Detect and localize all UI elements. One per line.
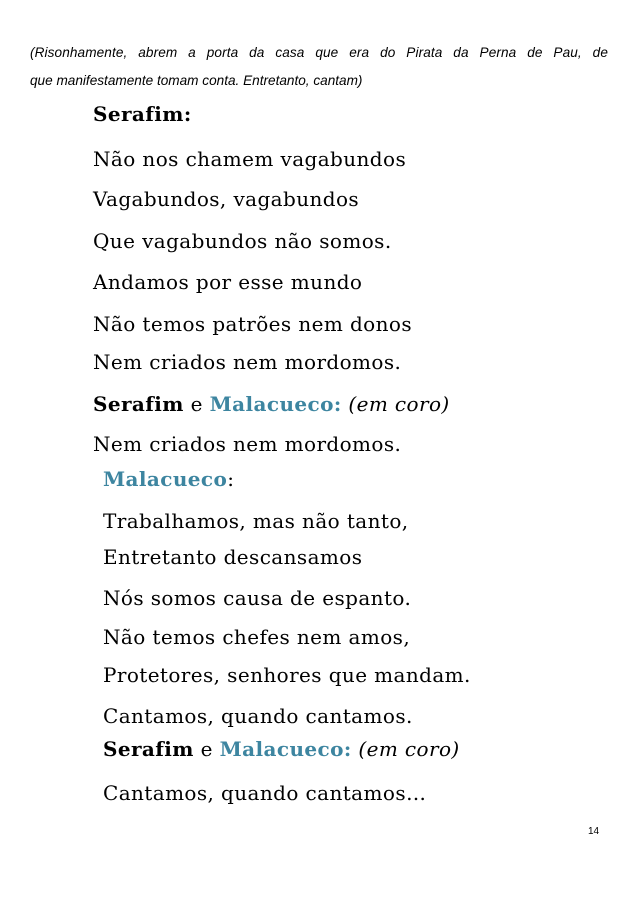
speaker-colon: : [227,467,235,491]
verse-line: Cantamos, quando cantamos. [103,704,413,728]
speaker-serafim: Serafim: [93,102,192,126]
speaker-line-chorus [103,739,460,759]
stage-direction-line-1: (Risonhamente, abrem a porta da casa que era do Pirata da Perna de Pau, de [30,45,608,60]
chorus-direction: (em coro) [358,737,460,761]
stage-direction [30,44,608,89]
stage-direction-line-2: que manifestamente tomam conta. Entretanto, cantam) [30,72,363,88]
conjunction: e [190,392,203,416]
speaker-line-malacueco [103,469,234,489]
verse-line: Cantamos, quando cantamos… [103,781,427,805]
chorus-direction: (em coro) [348,392,450,416]
verse-line: Andamos por esse mundo [93,270,363,294]
verse-line: Vagabundos, vagabundos [93,187,360,211]
speaker-malacueco: Malacueco [103,467,228,491]
verse-line: Não nos chamem vagabundos [93,147,407,171]
conjunction: e [200,737,213,761]
verse-line: Trabalhamos, mas não tanto, [103,509,409,533]
speaker-serafim: Serafim [93,392,184,416]
page-number: 14 [588,826,600,837]
verse-line: Não temos patrões nem donos [93,312,413,336]
speaker-line-chorus [93,394,450,414]
verse-line: Nós somos causa de espanto. [103,586,412,610]
verse-line: Que vagabundos não somos. [93,229,392,253]
verse-line: Entretanto descansamos [103,545,363,569]
verse-line: Nem criados nem mordomos. [93,432,402,456]
speaker-serafim: Serafim [103,737,194,761]
verse-line: Não temos chefes nem amos, [103,625,411,649]
verse-line: Protetores, senhores que mandam. [103,663,471,687]
speaker-malacueco: Malacueco: [209,392,342,416]
speaker-malacueco: Malacueco: [219,737,352,761]
verse-line: Nem criados nem mordomos. [93,350,402,374]
